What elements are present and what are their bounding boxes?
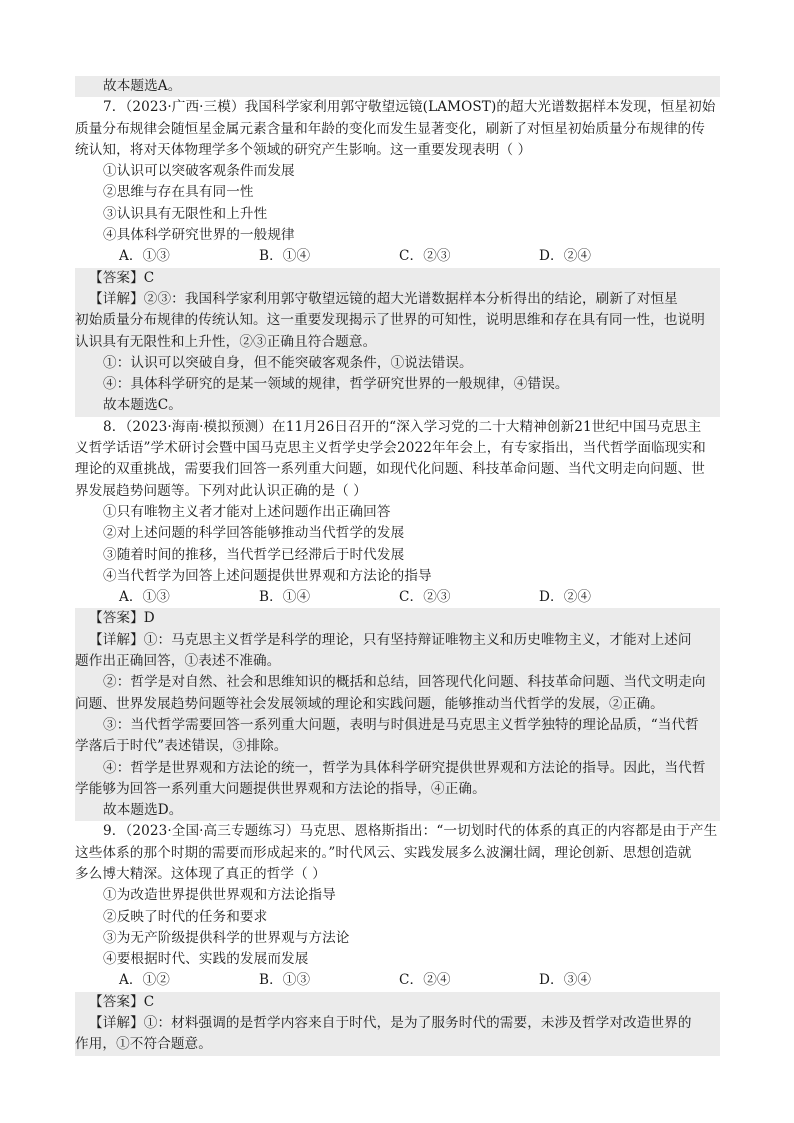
answer-text-line: ③：当代哲学需要回答一系列重大问题，表明与时俱进是马克思主义哲学独特的理论品质，“当代哲	[75, 715, 720, 736]
answer-option: D．②④	[539, 589, 592, 606]
question-text-line: 7．（2023·广西·三模）我国科学家利用郭守敬望远镜(LAMOST)的超大光谱数据样本发现，恒星初始	[103, 99, 716, 116]
answer-option: B．①④	[259, 589, 311, 606]
question-text-line: ④当代哲学为回答上述问题提供世界观和方法论的指导	[103, 567, 432, 584]
question-text-line: ③随着时间的推移，当代哲学已经滞后于时代发展	[103, 546, 405, 563]
answer-options	[75, 970, 720, 991]
answer-text-line: 【详解】②③：我国科学家利用郭守敬望远镜的超大光谱数据样本分析得出的结论，刷新了对恒星	[75, 289, 720, 310]
answer-text-line: 学落后于时代”表述错误，③排除。	[75, 736, 720, 757]
answer-text-line: 学能够为回答一系列重大问题提供世界观和方法论的指导，④正确。	[75, 779, 720, 800]
question-text-line: 理论的双重挑战，需要我们回答一系列重大问题，如现代化问题、科技革命问题、当代文明走向问题、世	[75, 461, 705, 478]
question-text-line: ④具体科学研究世界的一般规律	[103, 227, 295, 244]
question-text-line: 质量分布规律会随恒星金属元素含量和年龄的变化而发生显著变化，刷新了对恒星初始质量分布规律的传	[75, 120, 705, 137]
question-text-line: 统认知，将对天体物理学多个领域的研究产生影响。这一重要发现表明（ ）	[75, 141, 532, 158]
answer-text-line: ④：哲学是世界观和方法论的统一，哲学为具体科学研究提供世界观和方法论的指导。因此，当代哲	[75, 758, 720, 779]
answer-option: C．②④	[399, 972, 451, 989]
answer-text-line: 【答案】C	[75, 992, 720, 1013]
document-page	[75, 76, 720, 1056]
question-text-line: ③为无产阶级提供科学的世界观与方法论	[103, 929, 350, 946]
question-text-line: ④要根据时代、实践的发展而发展	[103, 951, 309, 968]
answer-text-line: 认识具有无限性和上升性，②③正确且符合题意。	[75, 332, 720, 353]
answer-text-line: 【详解】①：材料强调的是哲学内容来自于时代，是为了服务时代的需要，未涉及哲学对改造世界的	[75, 1013, 720, 1034]
question-text-line: ②思维与存在具有同一性	[103, 184, 254, 201]
answer-text-line: 作用，①不符合题意。	[75, 1034, 720, 1055]
question-text-line: ①只有唯物主义者才能对上述问题作出正确回答	[103, 503, 391, 520]
answer-text-line: 【答案】D	[75, 608, 720, 629]
question-text-line: 界发展趋势问题等。下列对此认识正确的是（ ）	[75, 482, 367, 499]
question-text-line: 9．（2023·全国·高三专题练习）马克思、恩格斯指出：“一切划时代的体系的真正的内容都是由于产生	[103, 823, 718, 840]
answer-option: C．②③	[399, 589, 451, 606]
answer-text-line: 故本题选D。	[75, 800, 720, 821]
question-text-line: 义哲学话语”学术研讨会暨中国马克思主义哲学史学会2022年年会上，有专家指出，当代哲学面临现实和	[75, 440, 706, 457]
answer-text-line: 故本题选A。	[75, 76, 720, 97]
answer-text-line: 【详解】①：马克思主义哲学是科学的理论，只有坚持辩证唯物主义和历史唯物主义，才能对上述问	[75, 630, 720, 651]
answer-text-line: ②：哲学是对自然、社会和思维知识的概括和总结，回答现代化问题、科技革命问题、当代文明走向	[75, 672, 720, 693]
answer-options	[75, 587, 720, 608]
answer-option: C．②③	[399, 248, 451, 265]
answer-options	[75, 246, 720, 267]
question-text-line: 这些体系的那个时期的需要而形成起来的。”时代风云、实践发展多么波澜壮阔，理论创新、思想创造就	[75, 844, 692, 861]
answer-option: A．①③	[119, 248, 170, 265]
question-text-line: 多么博大精深。这体现了真正的哲学（ ）	[75, 865, 326, 882]
answer-text-line: 故本题选C。	[75, 395, 720, 416]
answer-option: B．①③	[259, 972, 311, 989]
question-text-line: ②对上述问题的科学回答能够推动当代哲学的发展	[103, 525, 405, 542]
question-text-line: ②反映了时代的任务和要求	[103, 908, 268, 925]
question-text-line: ③认识具有无限性和上升性	[103, 205, 268, 222]
answer-option: D．③④	[539, 972, 592, 989]
answer-text-line: ①：认识可以突破自身，但不能突破客观条件，①说法错误。	[75, 353, 720, 374]
answer-option: D．②④	[539, 248, 592, 265]
answer-text-line: ④：具体科学研究的是某一领域的规律，哲学研究世界的一般规律，④错误。	[75, 374, 720, 395]
answer-option: A．①③	[119, 589, 170, 606]
question-text-line: 8．（2023·海南·模拟预测）在11月26日召开的“深入学习党的二十大精神创新21世纪中国马克思主	[103, 418, 702, 435]
question-text-line: ①认识可以突破客观条件而发展	[103, 163, 295, 180]
answer-text-line: 【答案】C	[75, 268, 720, 289]
answer-option: B．①④	[259, 248, 311, 265]
answer-text-line: 题作出正确回答，①表述不准确。	[75, 651, 720, 672]
answer-text-line: 初始质量分布规律的传统认知。这一重要发现揭示了世界的可知性，说明思维和存在具有同一性，也说明	[75, 310, 720, 331]
question-text-line: ①为改造世界提供世界观和方法论指导	[103, 887, 336, 904]
answer-text-line: 问题、世界发展趋势问题等社会发展领域的理论和实践问题，能够推动当代哲学的发展，②正确。	[75, 694, 720, 715]
answer-option: A．①②	[119, 972, 170, 989]
